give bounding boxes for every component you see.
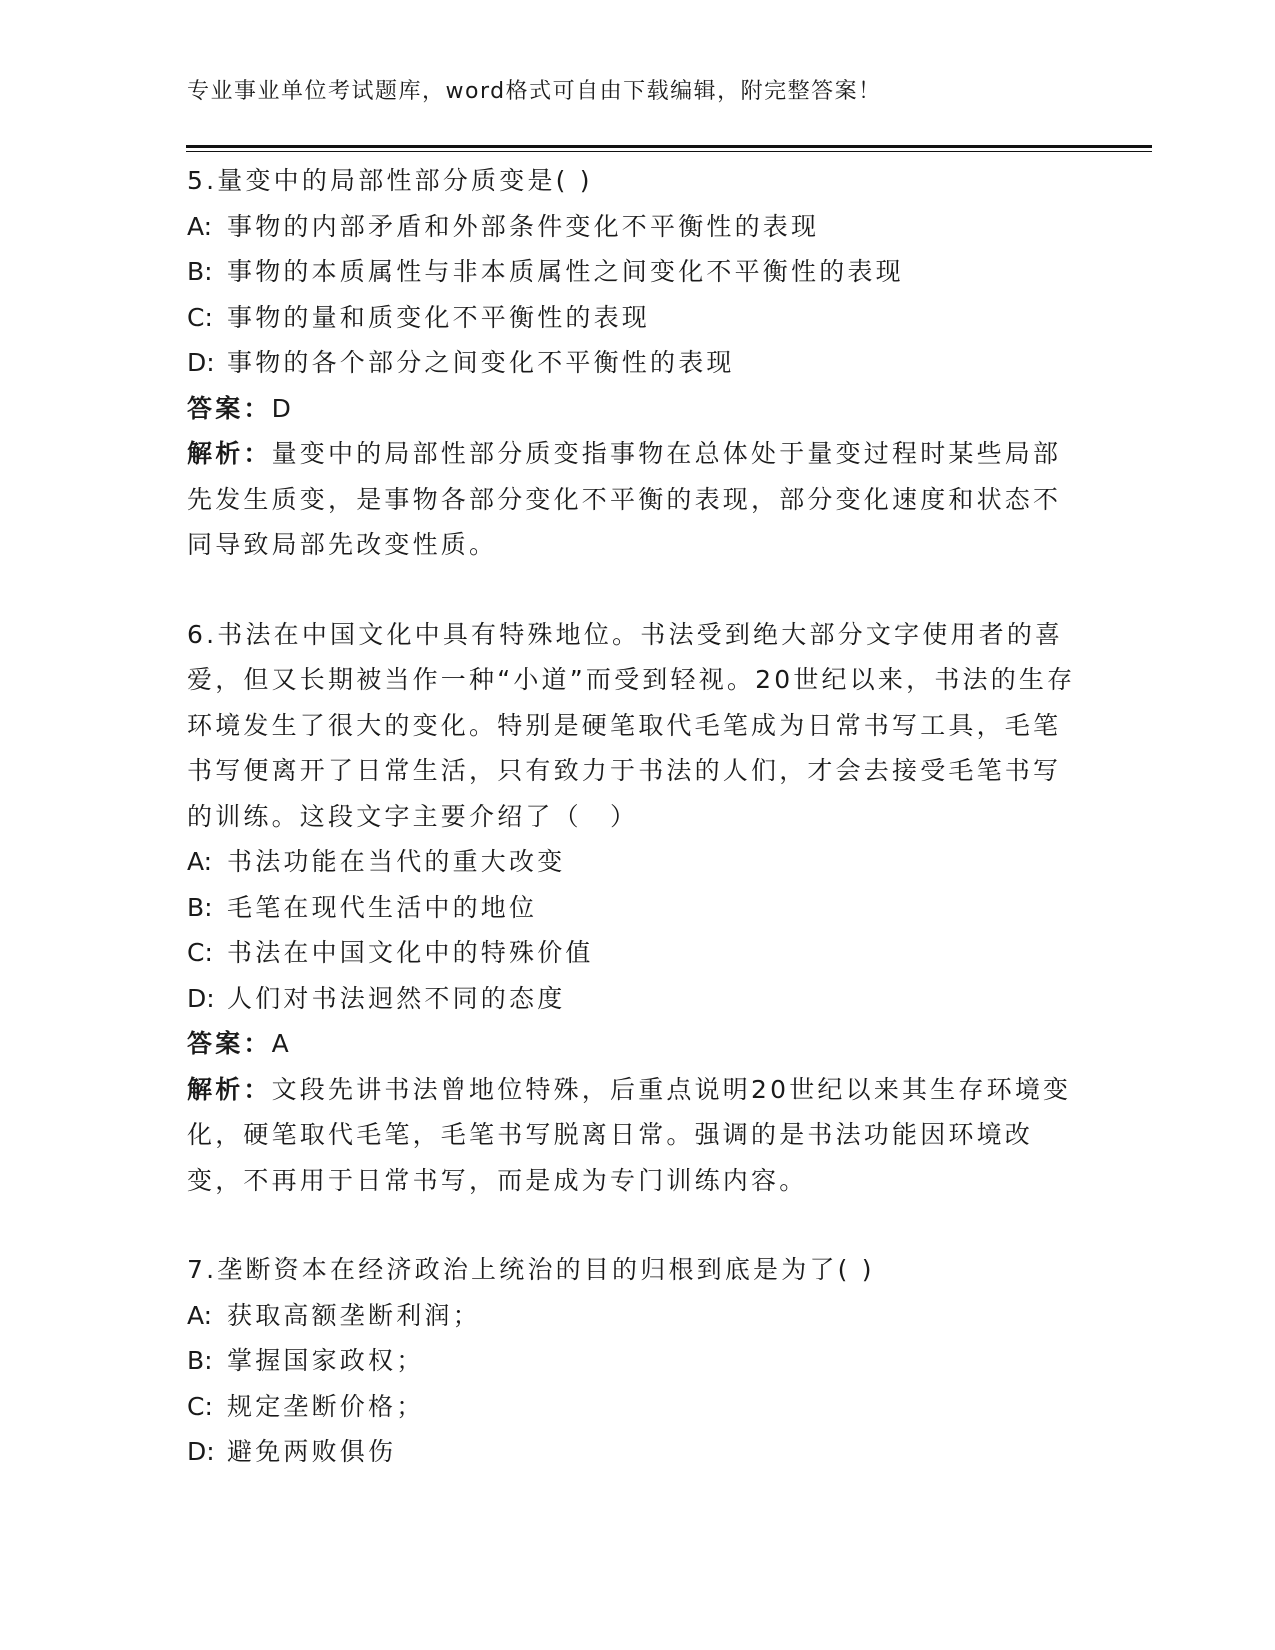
option-label: B:	[187, 892, 213, 922]
header-rule-thick	[186, 145, 1152, 148]
option-c	[187, 295, 1087, 341]
page-header: 专业事业单位考试题库，word格式可自由下载编辑，附完整答案！	[187, 79, 882, 104]
answer-value: D	[271, 393, 295, 423]
option-text: 毛笔在现代生活中的地位	[227, 892, 538, 922]
answer-label: 答案：	[187, 1029, 272, 1058]
option-text: 掌握国家政权；	[227, 1346, 425, 1375]
option-text: 规定垄断价格；	[227, 1391, 425, 1421]
question-7	[187, 1247, 1087, 1475]
option-label: C:	[187, 938, 213, 967]
answer-value: A	[271, 1029, 292, 1058]
answer-line	[187, 1021, 1087, 1067]
option-c	[187, 930, 1087, 976]
answer-label: 答案：	[187, 393, 272, 423]
question-list	[187, 158, 1087, 1475]
option-label: D:	[187, 983, 215, 1013]
question-stem: 5.量变中的局部性部分质变是( )	[187, 166, 593, 195]
option-b	[187, 1338, 1087, 1384]
option-b	[187, 249, 1087, 295]
question-6	[187, 612, 1087, 1204]
option-text: 事物的本质属性与非本质属性之间变化不平衡性的表现	[227, 257, 904, 286]
question-stem: 7.垄断资本在经济政治上统治的目的归根到底是为了( )	[187, 1255, 875, 1284]
option-d	[187, 976, 1087, 1022]
option-text: 事物的内部矛盾和外部条件变化不平衡性的表现	[227, 211, 820, 241]
option-label: D:	[187, 1437, 215, 1466]
option-label: A:	[187, 1300, 213, 1330]
option-b	[187, 885, 1087, 931]
option-text: 书法功能在当代的重大改变	[227, 847, 566, 876]
option-text: 书法在中国文化中的特殊价值	[227, 938, 594, 967]
option-label: A:	[187, 211, 213, 241]
option-a	[187, 204, 1087, 250]
question-stem: 6.书法在中国文化中具有特殊地位。书法受到绝大部分文字使用者的喜爱，但又长期被当作一种“小道”而受到轻视。20世纪以来，书法的生存环境发生了很大的变化。特别是硬笔取代毛笔成为日常书写工具，毛笔书写便离开了日常生活，只有致力于书法的人们，才会去接受毛笔书写的训练。这段文字主要介绍了（ ）	[187, 619, 1076, 831]
analysis-label: 解析：	[187, 439, 272, 468]
option-a	[187, 1293, 1087, 1339]
analysis-label: 解析：	[187, 1074, 272, 1104]
analysis-text: 文段先讲书法曾地位特殊，后重点说明20世纪以来其生存环境变化，硬笔取代毛笔，毛笔书写脱离日常。强调的是书法功能因环境改变，不再用于日常书写，而是成为专门训练内容。	[187, 1074, 1072, 1195]
option-d	[187, 1429, 1087, 1475]
option-label: B:	[187, 257, 213, 286]
header-rule-thin	[186, 151, 1152, 152]
analysis-text: 量变中的局部性部分质变指事物在总体处于量变过程时某些局部先发生质变，是事物各部分变化不平衡的表现，部分变化速度和状态不同导致局部先改变性质。	[187, 439, 1062, 559]
option-label: B:	[187, 1346, 213, 1375]
question-5	[187, 158, 1087, 568]
option-text: 事物的各个部分之间变化不平衡性的表现	[227, 348, 735, 377]
option-label: C:	[187, 302, 213, 332]
analysis-line	[187, 1067, 1087, 1204]
option-text: 事物的量和质变化不平衡性的表现	[227, 302, 651, 332]
analysis-line	[187, 431, 1087, 568]
answer-line	[187, 386, 1087, 432]
option-c	[187, 1384, 1087, 1430]
option-text: 人们对书法迥然不同的态度	[227, 983, 566, 1013]
option-a	[187, 839, 1087, 885]
option-text: 获取高额垄断利润；	[227, 1300, 481, 1330]
option-label: D:	[187, 348, 215, 377]
option-label: C:	[187, 1391, 213, 1421]
option-text: 避免两败俱伤	[227, 1437, 397, 1466]
option-d	[187, 340, 1087, 386]
option-label: A:	[187, 847, 213, 876]
